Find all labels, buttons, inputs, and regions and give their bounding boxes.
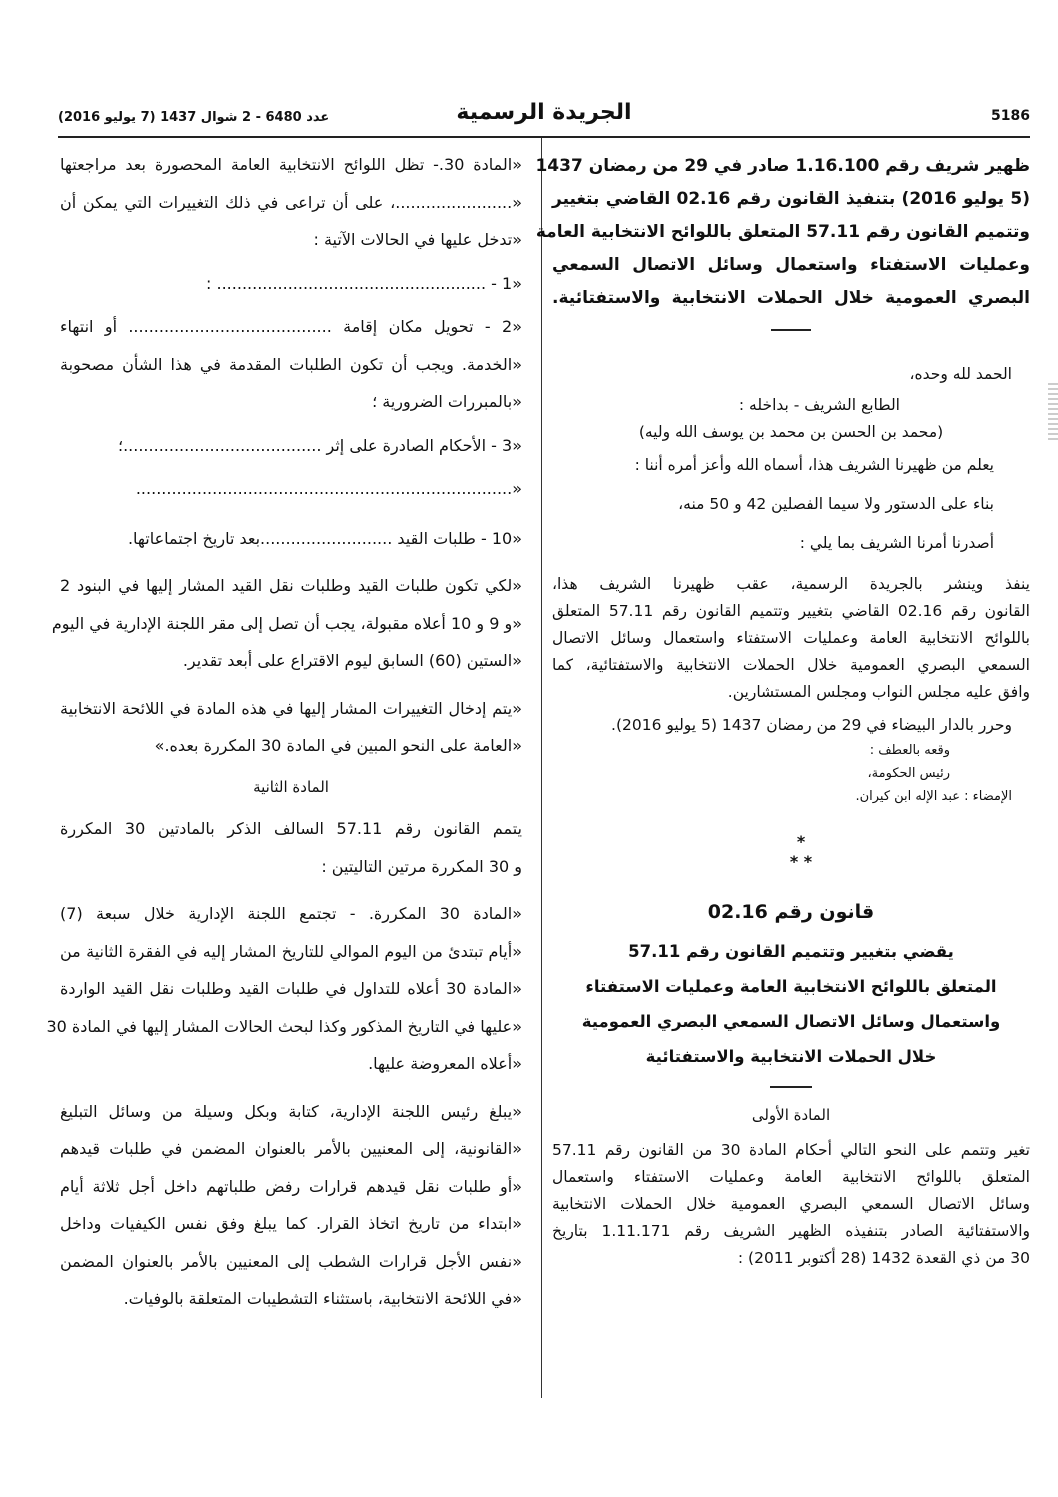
- paragraph-line: «.......................، على أن تراعى في ذلك التغييرات التي يمكن أن: [60, 192, 522, 212]
- promulgation-paragraph: [552, 571, 1030, 706]
- paragraph-line: «3 - الأحكام الصادرة على إثر .......................................؛: [118, 435, 522, 455]
- dahir-title-line: البصري العمومية خلال الحملات الانتخابية والاستفتائية.: [552, 288, 1030, 308]
- scan-edge-mark: [1048, 380, 1058, 440]
- changes-paragraph: [60, 690, 522, 765]
- paragraph-line: «أيام تبتدئ من اليوم الموالي للتاريخ المشار إليه في الفقرة الثانية من: [60, 941, 522, 961]
- paragraph-line: ينفذ وينشر بالجريدة الرسمية، عقب ظهيرنا الشريف هذا،: [552, 575, 1030, 593]
- paragraph-line: «المادة 30 المكررة. - تجتمع اللجنة الإدارية خلال سبعة (7): [60, 904, 523, 923]
- paragraph-line: المتعلق باللوائح الانتخابية العامة وعمليات الاستفتاء واستعمال: [552, 1168, 1030, 1186]
- law-subtitle-line: خلال الحملات الانتخابية والاستفتائية: [645, 1047, 937, 1066]
- law-subtitle-line: يقضي بتغيير وتتميم القانون رقم 57.11: [628, 942, 954, 961]
- paragraph-line: «الستين (60) السابق ليوم الاقتراع على أبعد تقدير.: [182, 651, 522, 670]
- proclamation-line: يعلم من ظهيرنا الشريف هذا، أسماه الله وأعز أمره أننا :: [634, 456, 994, 474]
- dahir-title-line: وتتميم القانون رقم 57.11 المتعلق باللوائح الانتخابية العامة: [535, 222, 1030, 242]
- paragraph-line: «..........................................................................: [135, 479, 522, 498]
- law-subtitle: [552, 934, 1030, 1074]
- law-title: قانون رقم 02.16: [707, 901, 875, 923]
- right-column: [535, 140, 1030, 1272]
- paragraph-line: «أعلاه المعروضة عليها.: [368, 1054, 522, 1073]
- paragraph-line: «العامة على النحو المبين في المادة 30 المكررة بعده.»: [154, 736, 522, 755]
- head-of-government: رئيس الحكومة،: [867, 766, 950, 781]
- paragraph-line: وافق عليه مجلس النواب ومجلس المستشارين.: [727, 683, 1030, 701]
- paragraph-line: «يبلغ رئيس اللجنة الإدارية، كتابة وبكل وسيلة من وسائل التبليغ: [60, 1101, 522, 1121]
- dahir-title-line: (5 يوليو 2016) بتنفيذ القانون رقم 02.16 القاضي بتغيير: [552, 189, 1030, 209]
- countersign-label: وقعه بالعطف :: [869, 743, 950, 758]
- dahir-title-line: ظهير شريف رقم 1.16.100 صادر في 29 من رمضان 1437: [535, 156, 1030, 176]
- paragraph-line: و 30 المكررة مرتين التاليتين :: [321, 856, 522, 876]
- decree-line: أصدرنا أمرنا الشريف بما يلي :: [799, 534, 994, 552]
- seal-label: الطابع الشريف - بداخله :: [738, 396, 900, 414]
- dahir-title: [535, 150, 1030, 315]
- paragraph-line: «تدخل عليها في الحالات الآتية :: [313, 230, 522, 249]
- article-30-bis-paragraph: [46, 895, 523, 1083]
- article-30-block: [60, 146, 522, 557]
- paragraph-line: «يتم إدخال التغييرات المشار إليها في هذه المادة في اللائحة الانتخابية: [60, 698, 522, 718]
- star-mark: * *: [789, 852, 813, 871]
- paragraph-line: «1 - ..................................................... :: [206, 273, 522, 293]
- registration-paragraph: [51, 567, 522, 680]
- paragraph-line: تغير وتتمم على النحو التالي أحكام المادة 30 من القانون رقم 57.11: [552, 1141, 1030, 1159]
- separator-line: [770, 1086, 812, 1088]
- article-one-heading: المادة الأولى: [751, 1106, 831, 1124]
- paragraph-line: والاستفتائية الصادر بتنفيذه الظهير الشريف رقم 1.11.171 بتاريخ: [552, 1222, 1030, 1240]
- page-number: 5186: [991, 108, 1030, 124]
- paragraph-line: «القانونية، إلى المعنيين بالأمر بالعنوان المضمن في طلبات قيدهم: [60, 1139, 522, 1158]
- paragraph-line: وسائل الاتصال السمعي البصري العمومية خلال الحملات الانتخابية: [552, 1195, 1030, 1213]
- paragraph-line: «نفس الأجل قرارات الشطب إلى المعنيين بالأمر بالعنوان المضمن: [60, 1251, 522, 1271]
- praise-line: الحمد لله وحده،: [909, 365, 1012, 383]
- paragraph-line: «بالمبررات الضرورية ؛: [372, 392, 522, 411]
- left-column: [46, 146, 523, 1318]
- legal-basis-line: بناء على الدستور ولا سيما الفصلين 42 و 50 منه،: [678, 495, 994, 513]
- paragraph-line: «10 - طلبات القيد ..........................بعد تاريخ اجتماعاتها.: [127, 528, 522, 548]
- page-header: [58, 98, 1030, 138]
- seal-name: (محمد بن الحسن بن محمد بن يوسف الله وليه): [638, 423, 944, 441]
- paragraph-line: «ابتداء من تاريخ اتخاذ القرار. كما يبلغ وفق نفس الكيفيات وداخل: [60, 1214, 522, 1233]
- column-divider: [541, 138, 542, 1398]
- paragraph-line: «الخدمة. ويجب أن تكون الطلبات المقدمة في هذا الشأن مصحوبة: [60, 354, 522, 374]
- paragraph-line: القانون رقم 02.16 القاضي بتغيير وتتميم القانون رقم 57.11 المتعلق: [552, 602, 1030, 620]
- notification-paragraph: [60, 1093, 522, 1318]
- paragraph-line: «عليها في التاريخ المذكور وكذا لبحث الحالات المشار إليها في المادة 30: [46, 1016, 522, 1036]
- paragraph-line: 30 من ذي القعدة 1432 (28 أكتوبر 2011) :: [737, 1249, 1030, 1267]
- dahir-title-line: وعمليات الاستفتاء واستعمال وسائل الاتصال السمعي: [552, 255, 1030, 275]
- paragraph-line: السمعي البصري العمومية خلال الحملات الانتخابية والاستفتائية، كما: [552, 656, 1030, 674]
- article-one-text: [552, 1137, 1030, 1272]
- paragraph-line: «2 - تحويل مكان إقامة ........................................ أو انتهاء: [60, 317, 522, 336]
- date-place-line: وحرر بالدار البيضاء في 29 من رمضان 1437 (5 يوليو 2016).: [611, 716, 1012, 734]
- issue-info: عدد 6480 - 2 شوال 1437 (7 يوليو 2016): [58, 110, 330, 125]
- paragraph-line: «في اللائحة الانتخابية، باستثناء التشطيبات المتعلقة بالوفيات.: [123, 1289, 522, 1308]
- article-two-heading: المادة الثانية: [253, 777, 329, 796]
- paragraph-line: باللوائح الانتخابية العامة وعمليات الاستفتاء واستعمال وسائل الاتصال: [552, 629, 1030, 647]
- star-mark: *: [796, 832, 806, 851]
- paragraph-line: «المادة 30.- تظل اللوائح الانتخابية العامة المحصورة بعد مراجعتها: [60, 155, 522, 174]
- paragraph-line: «و 9 و 10 أعلاه مقبولة، يجب أن تصل إلى مقر اللجنة الإدارية في اليوم: [51, 613, 522, 633]
- paragraph-line: يتمم القانون رقم 57.11 السالف الذكر بالمادتين 30 المكررة: [60, 819, 523, 838]
- signature-line: الإمضاء : عبد الإله ابن كيران.: [855, 789, 1012, 804]
- paragraph-line: «لكي تكون طلبات القيد وطلبات نقل القيد المشار إليها في البنود 2: [60, 576, 522, 595]
- separator-line: [771, 329, 811, 331]
- law-subtitle-line: واستعمال وسائل الاتصال السمعي البصري العمومية: [581, 1012, 1001, 1031]
- paragraph-line: «المادة 30 أعلاه للتداول في طلبات القيد وطلبات نقل القيد الواردة: [60, 979, 523, 998]
- paragraph-line: «أو طلبات نقل قيدهم قرارات رفض طلباتهم داخل أجل ثلاثة أيام: [60, 1176, 522, 1196]
- article-two-text: [60, 810, 522, 885]
- gazette-title: الجريدة الرسمية: [456, 100, 632, 125]
- law-subtitle-line: المتعلق باللوائح الانتخابية العامة وعمليات الاستفتاء: [585, 977, 997, 996]
- star-separator: [552, 832, 1030, 872]
